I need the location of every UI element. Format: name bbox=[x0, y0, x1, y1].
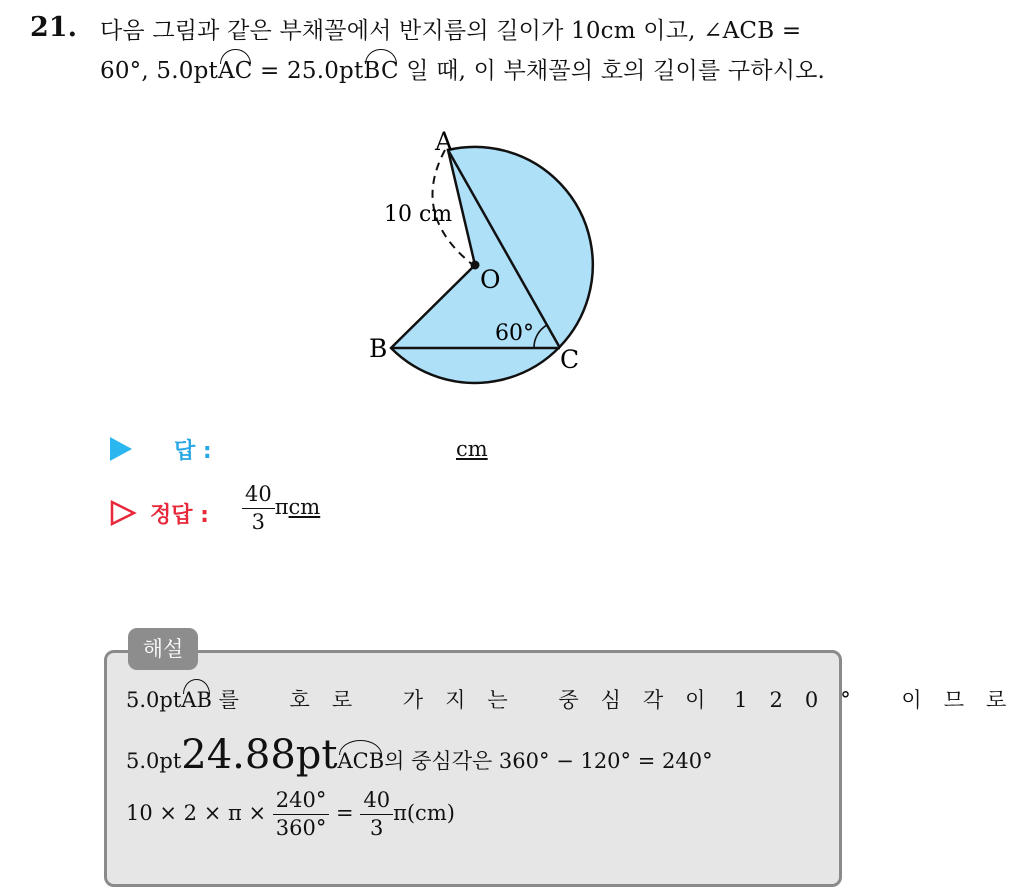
question-text-line2 bbox=[100, 52, 825, 85]
expl-fraction-1 bbox=[273, 790, 330, 839]
arc-ab-notation: AB bbox=[181, 688, 212, 712]
expl-line3-prefix: 10 × 2 × π × bbox=[126, 801, 267, 825]
expl-line2-big: 24.88pt bbox=[181, 732, 338, 778]
radius-label: 10 cm bbox=[384, 202, 453, 227]
expl-frac2-den: 3 bbox=[370, 816, 384, 840]
question-number: 21. bbox=[30, 12, 77, 43]
expl-line1-text: 를 호로 가지는 중심각이 bbox=[218, 688, 728, 712]
expl-equals: = bbox=[336, 801, 354, 825]
expl-fraction-2 bbox=[360, 790, 393, 839]
expl-frac1-num: 240° bbox=[273, 790, 330, 815]
label-c: C bbox=[560, 345, 580, 374]
correct-unit: cm bbox=[288, 495, 321, 519]
question-text-line1: 다음 그림과 같은 부채꼴에서 반지름의 길이가 10cm 이고, ∠ACB = bbox=[100, 18, 802, 44]
correct-fraction bbox=[242, 484, 275, 533]
expl-frac2-num: 40 bbox=[360, 790, 393, 815]
sector-figure bbox=[340, 120, 600, 400]
expl-line3-suffix: π(cm) bbox=[393, 801, 455, 825]
label-b: B bbox=[369, 334, 388, 363]
arc-acb-notation: ACB bbox=[337, 749, 385, 773]
explanation-tag: 해설 bbox=[128, 628, 198, 670]
correct-denominator: 3 bbox=[251, 510, 266, 534]
expl-line2-text: 의 중심각은 360° − 120° = 240° bbox=[384, 749, 713, 773]
explanation-line2 bbox=[126, 732, 713, 778]
arc-bc-notation: BC bbox=[363, 58, 399, 84]
expl-line1-prefix: 5.0pt bbox=[126, 688, 182, 712]
correct-numerator: 40 bbox=[242, 484, 275, 509]
play-outline-icon bbox=[110, 500, 136, 526]
expl-line2-prefix: 5.0pt bbox=[126, 749, 182, 773]
answer-label: 답 : bbox=[174, 439, 212, 464]
expl-line1-suffix: 120° 이므로 bbox=[734, 688, 1028, 712]
question-line2-part-b: = 25.0pt bbox=[252, 58, 364, 84]
label-o: O bbox=[480, 265, 501, 294]
question-line2-part-a: 60°, 5.0pt bbox=[100, 58, 218, 84]
play-icon bbox=[110, 437, 132, 461]
label-a: A bbox=[435, 127, 454, 156]
correct-value bbox=[242, 484, 320, 533]
correct-label: 정답 : bbox=[150, 503, 209, 528]
angle-label: 60° bbox=[495, 321, 534, 346]
expl-frac1-den: 360° bbox=[275, 816, 327, 840]
arc-ac-notation: AC bbox=[217, 58, 253, 84]
explanation-line3 bbox=[126, 790, 455, 839]
center-point-o bbox=[471, 261, 480, 270]
question-line2-part-c: 일 때, 이 부채꼴의 호의 길이를 구하시오. bbox=[398, 58, 826, 84]
explanation-line1 bbox=[126, 684, 1028, 714]
answer-unit: cm bbox=[456, 437, 488, 461]
correct-pi: π bbox=[274, 495, 289, 519]
